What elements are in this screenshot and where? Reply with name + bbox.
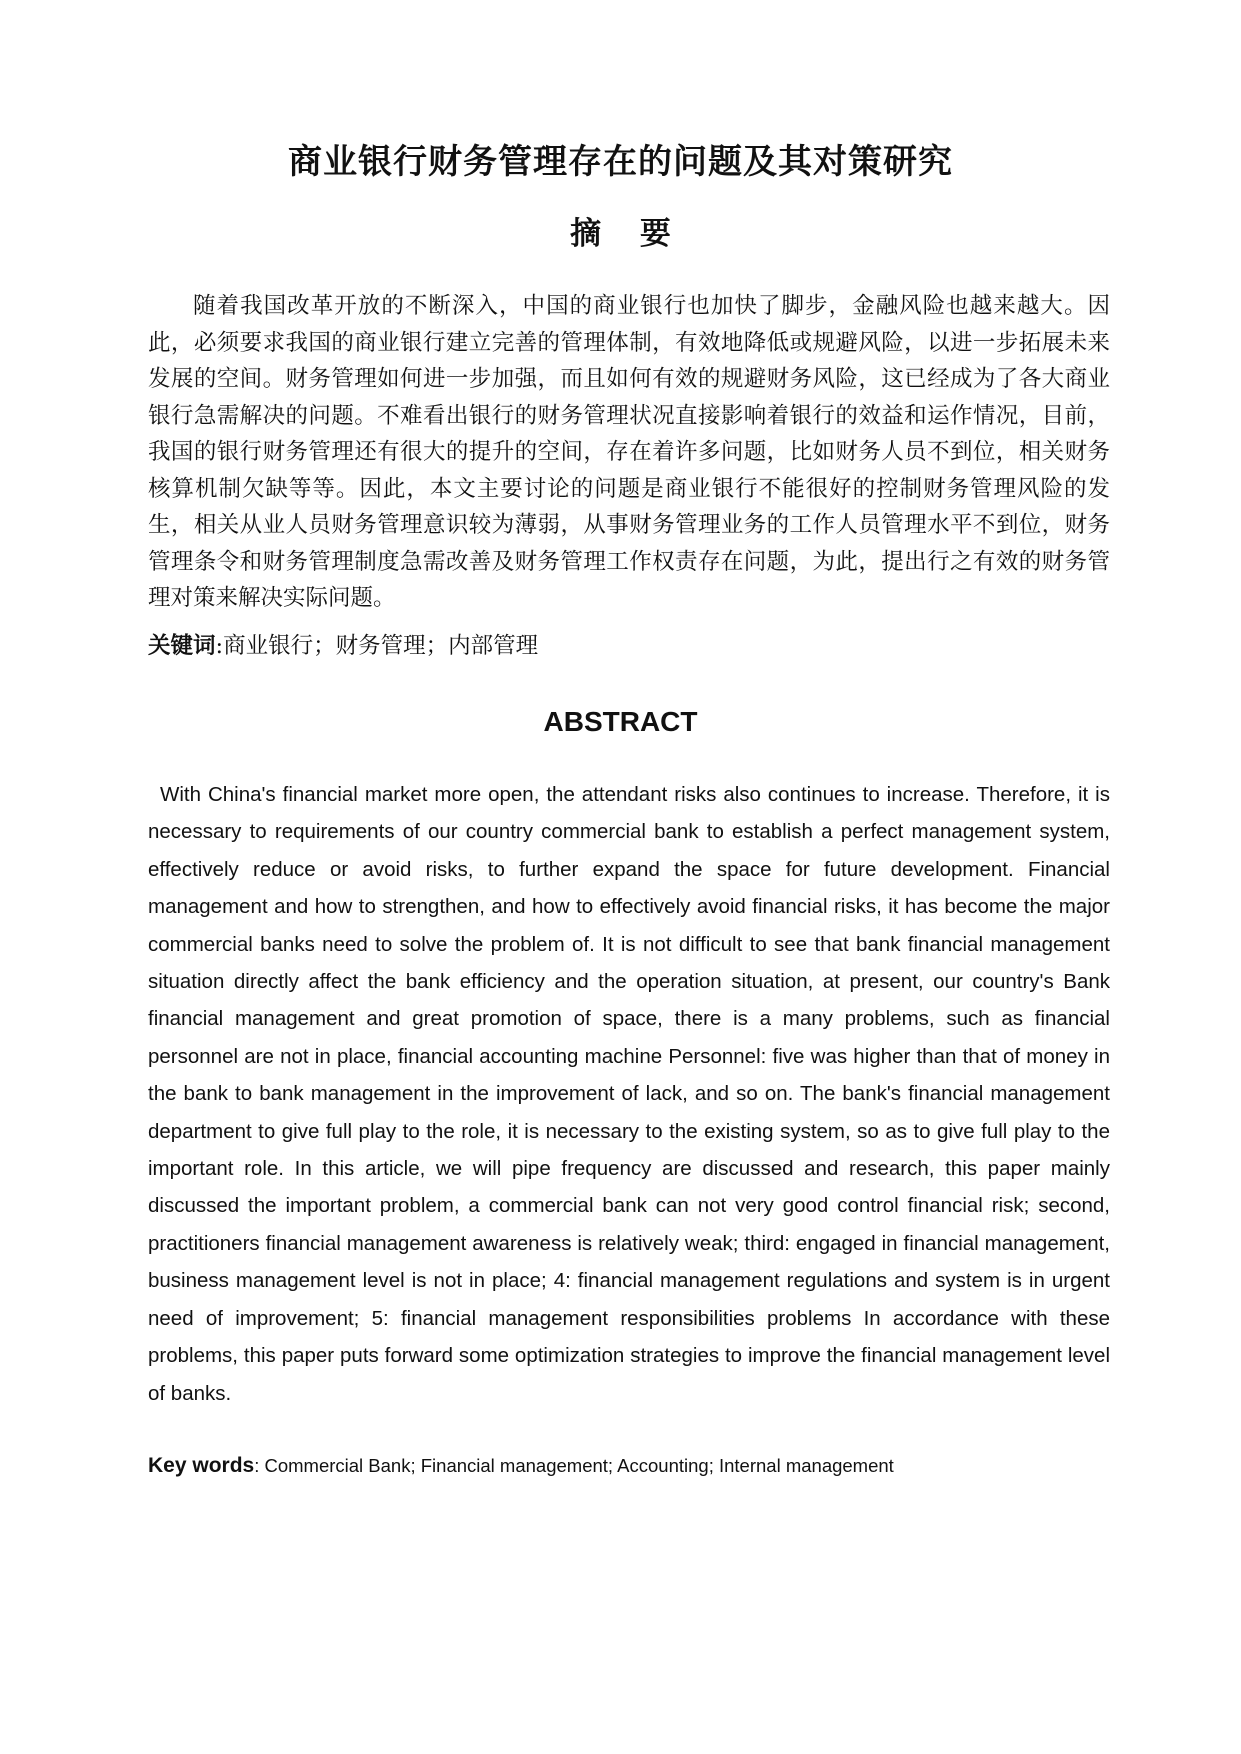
en-keywords [148, 1449, 1110, 1483]
paper-title: 商业银行财务管理存在的问题及其对策研究 [288, 142, 953, 182]
cn-abstract-heading: 摘 要 [570, 216, 671, 252]
cn-abstract-body: 随着我国改革开放的不断深入，中国的商业银行也加快了脚步，金融风险也越来越大。因此，必须要求我国的商业银行建立完善的管理体制，有效地降低或规避风险，以进一步拓展未来发展的空间。财务管理如何进一步加强，而且如何有效的规避财务风险，这已经成为了各大商业银行急需解决的问题。不难看出银行的财务管理状况直接影响着银行的效益和运作情况，目前，我国的银行财务管理还有很大的提升的空间，存在着许多问题，比如财务人员不到位，相关财务核算机制欠缺等等。因此，本文主要讨论的问题是商业银行不能很好的控制财务管理风险的发生，相关从业人员财务管理意识较为薄弱，从事财务管理业务的工作人员管理水平不到位，财务管理条令和财务管理制度急需改善及财务管理工作权责存在问题，为此，提出行之有效的财务管理对策来解决实际问题。 [148, 293, 1110, 611]
en-keywords-label: Key words [148, 1454, 255, 1477]
cn-keywords-list: :商业银行；财务管理；内部管理 [215, 633, 539, 659]
en-keywords-list: : Commercial Bank; Financial management; Accounting; Internal management [254, 1455, 894, 1476]
en-abstract-heading: ABSTRACT [543, 706, 698, 737]
cn-keywords [148, 628, 1110, 664]
cn-keywords-label: 关键词 [148, 633, 216, 659]
en-abstract-body: With China's financial market more open, the attendant risks also continues to increase. Therefore, it is necessary to requirements of our country commercial bank to establish a perfect management system, effectively reduce or avoid risks, to further expand the space for future development. Financial management and how to strengthen, and how to effectively avoid financial risks, it has become the major commercial banks need to solve the problem of. It is not difficult to see that bank financial management situation directly affect the bank efficiency and the operation situation, at present, our country's Bank financial management and great promotion of space, there is a many problems, such as financial personnel are not in place, financial accounting machine Personnel: five was higher than that of money in the bank to bank management in the improvement of lack, and so on. The bank's financial management department to give full play to the role, it is necessary to the existing system, so as to give full play to the important role. In this article, we will pipe frequency are discussed and research, this paper mainly discussed the important problem, a commercial bank can not very good control financial risk; second, practitioners financial management awareness is relatively weak; third: engaged in financial management, business management level is not in place; 4: financial management regulations and system is in urgent need of improvement; 5: financial management responsibilities problems In accordance with these problems, this paper puts forward some optimization strategies to improve the financial management level of banks. [148, 783, 1110, 1405]
